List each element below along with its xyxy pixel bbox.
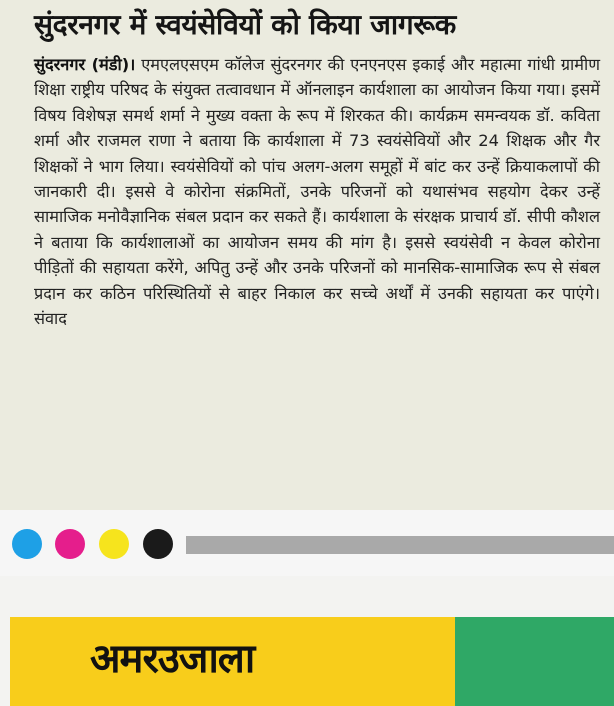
amar-ujala-logo: अमरउजाला	[90, 636, 255, 682]
article-headline: सुंदरनगर में स्वयंसेवियों को किया जागरूक	[34, 8, 456, 41]
cyan-dot-icon	[12, 529, 42, 559]
newspaper-masthead	[0, 617, 614, 706]
print-registration-strip	[0, 510, 614, 576]
gray-registration-bar	[186, 536, 614, 554]
article-text: एमएलएसएम कॉलेज सुंदरनगर की एनएनएस इकाई और महात्मा गांधी ग्रामीण शिक्षा राष्ट्रीय परिषद के संयुक्त तत्वावधान में ऑनलाइन कार्यशाला का आयोजन किया गया। इसमें विषय विशेषज्ञ समर्थ शर्मा ने मुख्य वक्ता के रूप में शिरकत की। कार्यक्रम समन्वयक डॉ. कविता शर्मा और राजमल राणा ने बताया कि कार्यशाला में 73 स्वयंसेवियों और 24 शिक्षक और गैर शिक्षकों ने भाग लिया। स्वयंसेवियों को पांच अलग-अलग समूहों में बांट कर उन्हें क्रियाकलापों की जानकारी दी। इससे वे कोरोना संक्रमितों, उनके परिजनों को यथासंभव सहयोग देकर उन्हें सामाजिक मनोवैज्ञानिक संबल प्रदान कर सकते हैं। कार्यशाला के संरक्षक प्राचार्य डॉ. सीपी कौशल ने बताया कि कार्यशालाओं का आयोजन समय की मांग है। इससे स्वयंसेवी न केवल कोरोना पीड़ितों की सहायता करेंगे, अपितु उन्हें और उनके परिजनों को मानसिक-सामाजिक रूप से संबल प्रदान कर कठिन परिस्थितियों से बाहर निकाल कर सच्चे अर्थों में उनकी सहायता कर पाएंगे। संवाद	[34, 55, 600, 329]
magenta-dot-icon	[55, 529, 85, 559]
masthead-green-panel	[455, 617, 614, 706]
article-body	[34, 52, 600, 331]
yellow-dot-icon	[99, 529, 129, 559]
article-dateline: सुंदरनगर (मंडी)।	[34, 55, 136, 74]
masthead-yellow-panel	[10, 617, 455, 706]
black-dot-icon	[143, 529, 173, 559]
